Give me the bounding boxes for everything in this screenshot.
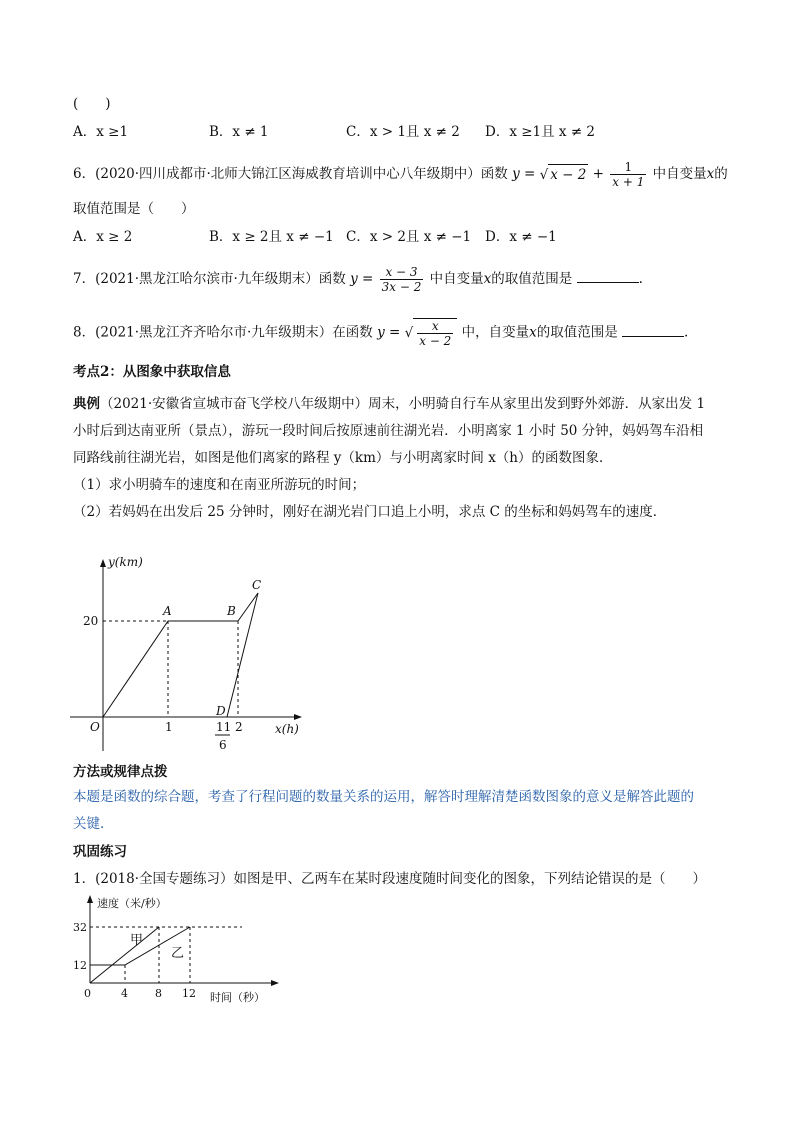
graph1-y-arrow [100, 559, 106, 567]
q6-option-d: D．x ≠ −1 [485, 229, 557, 245]
q6-option-b: B．x ≥ 2且 x ≠ −1 [209, 229, 334, 245]
q5-option-b: B．x ≠ 1 [209, 124, 269, 140]
q8-fraction [417, 319, 453, 348]
graph1-segment-OA [103, 621, 168, 717]
graph2-x-tick-4: 4 [121, 987, 128, 1000]
example-block [73, 391, 728, 526]
q5-option-c: C．x > 1且 x ≠ 2 [346, 124, 460, 140]
q8-y: y = [377, 324, 401, 341]
example-label: 典例 [73, 396, 100, 412]
q6-fraction [610, 160, 646, 189]
example-line-1 [73, 391, 728, 418]
q6-var: x [706, 166, 715, 182]
graph2-y-tick-12: 12 [73, 959, 87, 972]
q6-option-c: C．x > 2且 x ≠ −1 [346, 229, 472, 245]
q8-var: x [529, 324, 537, 341]
q5-option-d: D．x ≥1且 x ≠ 2 [485, 124, 596, 140]
q8-sqrt: √ $\frac{x}{x - 2}$ [405, 318, 458, 348]
method-text-2: 关键． [73, 816, 114, 832]
q6-sqrt-body: x − 2 [548, 164, 588, 185]
graph2-label-jia: 甲 [130, 933, 144, 948]
graph2-x-tick-0: 0 [84, 987, 91, 1000]
graph2-y-label: 速度（米/秒） [97, 897, 167, 910]
graph2-x-label: 时间（秒） [210, 991, 265, 1004]
graph1-x-tick-2: 2 [235, 720, 243, 734]
practice-title: 巩固练习 [73, 844, 127, 860]
graph1-label-B: B [227, 604, 236, 618]
graph2-label-yi: 乙 [171, 946, 185, 961]
q6-tail2: 的 [714, 166, 728, 182]
q8-sqrt-body [413, 318, 457, 348]
graph1-y-label: y(km) [108, 555, 143, 569]
q5-option-a: A．x ≥1 [73, 124, 129, 140]
q7-mid: 中自变量 [429, 271, 484, 287]
q6-plus: + [592, 166, 604, 182]
graph1-label-D: D [216, 704, 226, 718]
graph2-y-tick-32: 32 [73, 921, 87, 934]
distance-time-graph [70, 555, 320, 760]
q8-frac-den: x − 2 [419, 334, 452, 348]
graph1-y-tick-20: 20 [83, 614, 99, 628]
example-sub-2: （2）若妈妈在出发后 25 分钟时，刚好在湖光岩门口追上小明，求点 C 的坐标和妈妈驾车的速度． [73, 504, 667, 520]
q7-head: 7．(2021·黑龙江哈尔滨市·九年级期末）函数 [73, 271, 346, 287]
method-text-1: 本题是函数的综合题，考查了行程问题的数量关系的运用，解答时理解清楚函数图象的意义是解答此题的 [73, 789, 694, 805]
graph1-x-label: x(h) [275, 722, 299, 736]
q7-y: y = [350, 271, 374, 287]
q6-option-a: A．x ≥ 2 [73, 229, 133, 245]
q8-tail: 的取值范围是 [536, 324, 618, 341]
q6-tail: 中自变量 [652, 166, 707, 182]
q7-tail: 的取值范围是 [491, 271, 573, 287]
graph1-x-tick-1: 1 [165, 720, 173, 734]
q8-stem [73, 318, 688, 348]
q6-stem [73, 160, 728, 189]
q6-line2: 取值范围是（ ） [73, 201, 195, 217]
q8-frac-num: x [417, 319, 453, 334]
example-sub-1: （1）求小明骑车的速度和在南亚所游玩的时间； [73, 477, 366, 493]
q6-sqrt: √ x − 2 [540, 164, 589, 185]
q7-stem [73, 265, 643, 294]
graph1-origin: O [90, 720, 100, 734]
graph1-x-tick-frac-num: 11 [216, 720, 232, 734]
q5-paren: ( ) [73, 96, 111, 112]
graph2-jia-line [90, 927, 159, 983]
graph1-label-C: C [252, 578, 262, 592]
example-line-2: 小时后到达南亚所（景点），游玩一段时间后按原速前往湖光岩．小明离家 1 小时 50 分钟，妈妈驾车沿相 [73, 423, 704, 439]
speed-time-graph [70, 893, 300, 1008]
graph1-x-arrow [294, 714, 302, 720]
q7-answer-blank [577, 268, 639, 283]
q7-fraction [380, 265, 424, 294]
q7-frac-den: 3x − 2 [381, 280, 422, 294]
graph2-x-tick-8: 8 [155, 987, 162, 1000]
q8-end: . [684, 324, 689, 341]
method-text [73, 784, 728, 838]
graph2-x-arrow [271, 980, 279, 986]
q6-frac-den: x + 1 [612, 175, 645, 189]
q8-answer-blank [622, 322, 684, 337]
example-line-3: 同路线前往湖光岩，如图是他们离家的路程 y（km）与小明离家时间 x（h）的函数图象． [73, 450, 613, 466]
example-text-1: （2021·安徽省宣城市奋飞学校八年级期中）周末，小明骑自行车从家里出发到野外郊游．从家出发 1 [100, 396, 706, 412]
method-title: 方法或规律点拨 [73, 764, 168, 780]
graph2-x-tick-12: 12 [182, 987, 196, 1000]
q8-head: 8．(2021·黑龙江齐齐哈尔市·九年级期末）在函数 [73, 324, 373, 341]
q7-var: x [483, 271, 492, 287]
graph2-y-arrow [87, 895, 93, 903]
q6-formula-y: y = [512, 166, 536, 182]
practice-q1: 1．(2018·全国专题练习）如图是甲、乙两车在某时段速度随时间变化的图象，下列结论错误的是（ ） [73, 871, 707, 887]
graph1-x-tick-frac-den: 6 [219, 738, 227, 752]
section2-title: 考点2：从图象中获取信息 [73, 364, 231, 380]
q8-mid: 中，自变量 [461, 324, 530, 341]
q6-frac-num: 1 [610, 160, 646, 175]
q6-head: 6．(2020·四川成都市·北师大锦江区海威教育培训中心八年级期中）函数 [73, 166, 508, 182]
graph1-label-A: A [163, 604, 172, 618]
q7-frac-num: x − 3 [380, 265, 424, 280]
q7-end: . [638, 271, 643, 287]
